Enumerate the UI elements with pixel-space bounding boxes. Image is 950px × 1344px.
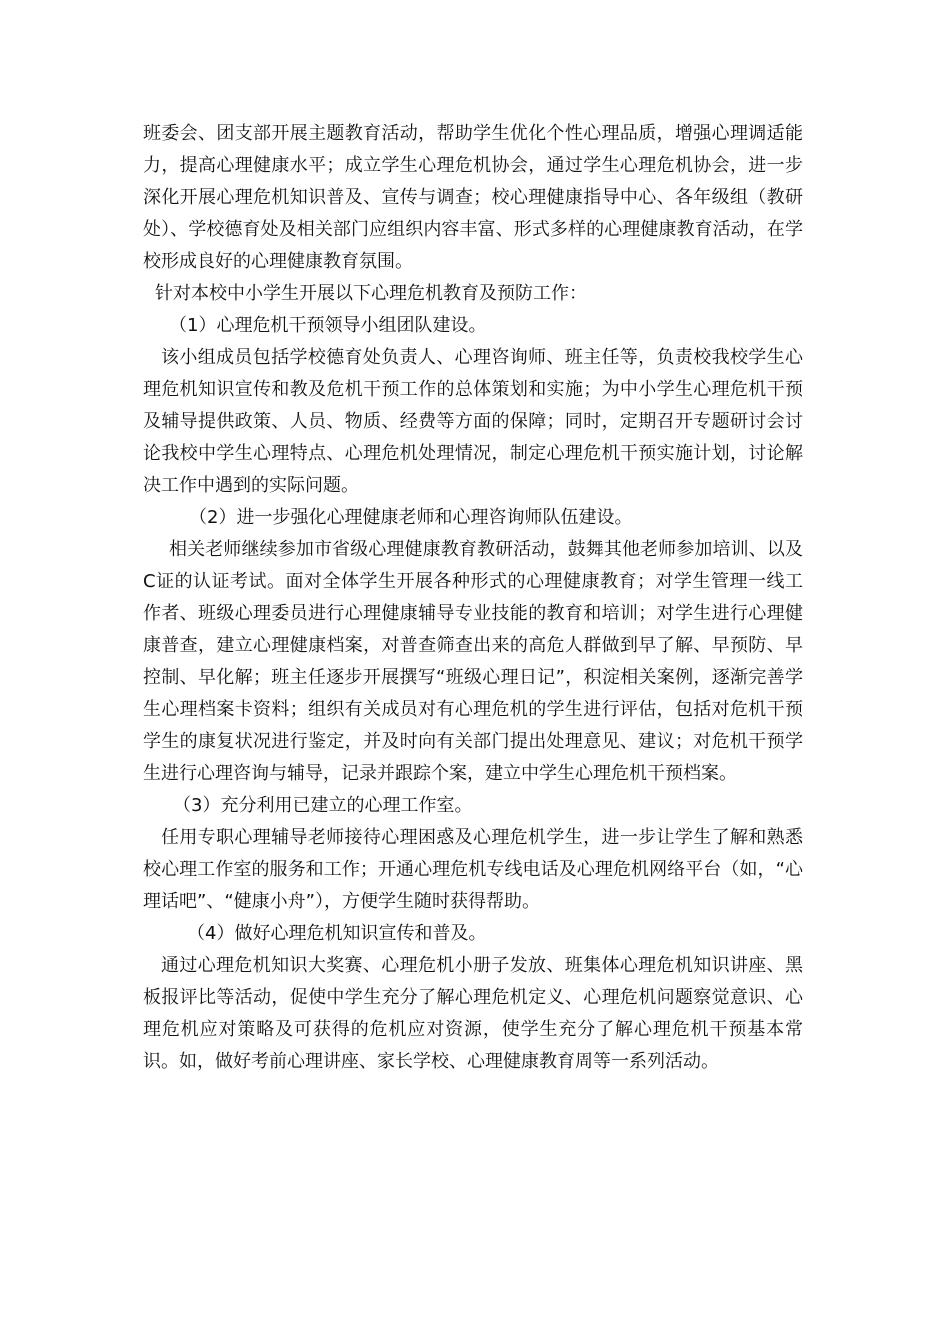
paragraph-continuation: 班委会、团支部开展主题教育活动，帮助学生优化个性心理品质，增强心理调适能力，提高心理健康水平；成立学生心理危机协会，通过学生心理危机协会，进一步深化开展心理危机知识普及、宣传与调查；校心理健康指导中心、各年级组（教研处）、学校德育处及相关部门应组织内容丰富、形式多样的心理健康教育活动，在学校形成良好的心理健康教育氛围。 xyxy=(143,123,803,272)
document-body xyxy=(143,118,803,1078)
paragraph-section-2: 相关老师继续参加市省级心理健康教育教研活动，鼓舞其他老师参加培训、以及C证的认证考试。面对全体学生开展各种形式的心理健康教育；对学生管理一线工作者、班级心理委员进行心理健康辅导专业技能的教育和培训；对学生进行心理健康普查，建立心理健康档案，对普查筛查出来的高危人群做到早了解、早预防、早控制、早化解；班主任逐步开展撰写“班级心理日记”，积淀相关案例，逐渐完善学生心理档案卡资料；组织有关成员对有心理危机的学生进行评估，包括对危机干预学生的康复状况进行鉴定，并及时向有关部门提出处理意见、建议；对危机干预学生进行心理咨询与辅导，记录并跟踪个案，建立中学生心理危机干预档案。 xyxy=(143,539,803,784)
paragraph-section-1: 该小组成员包括学校德育处负责人、心理咨询师、班主任等，负责校我校学生心理危机知识宣传和教及危机干预工作的总体策划和实施；为中小学生心理危机干预及辅导提供政策、人员、物质、经费等方面的保障；同时，定期召开专题研讨会讨论我校中学生心理特点、心理危机处理情况，制定心理危机干预实施计划，讨论解决工作中遇到的实际问题。 xyxy=(143,347,803,496)
paragraph-intro: 针对本校中小学生开展以下心理危机教育及预防工作： xyxy=(155,283,587,304)
paragraph-section-3: 任用专职心理辅导老师接待心理困惑及心理危机学生，进一步让学生了解和熟悉校心理工作室的服务和工作；开通心理危机专线电话及心理危机网络平台（如，“心理话吧”、“健康小舟”），方便学生随时获得帮助。 xyxy=(143,827,803,912)
section-heading-4: （4）做好心理危机知识宣传和普及。 xyxy=(187,923,487,944)
section-heading-1: （1）心理危机干预领导小组团队建设。 xyxy=(169,315,487,336)
section-heading-3: （3）充分利用已建立的心理工作室。 xyxy=(173,795,473,816)
paragraph-section-4: 通过心理危机知识大奖赛、心理危机小册子发放、班集体心理危机知识讲座、黑板报评比等活动，促使中学生充分了解心理危机定义、心理危机问题察觉意识、心理危机应对策略及可获得的危机应对资源，使学生充分了解心理危机干预基本常识。如，做好考前心理讲座、家长学校、心理健康教育周等一系列活动。 xyxy=(143,955,803,1072)
section-heading-2: （2）进一步强化心理健康老师和心理咨询师队伍建设。 xyxy=(189,507,633,528)
